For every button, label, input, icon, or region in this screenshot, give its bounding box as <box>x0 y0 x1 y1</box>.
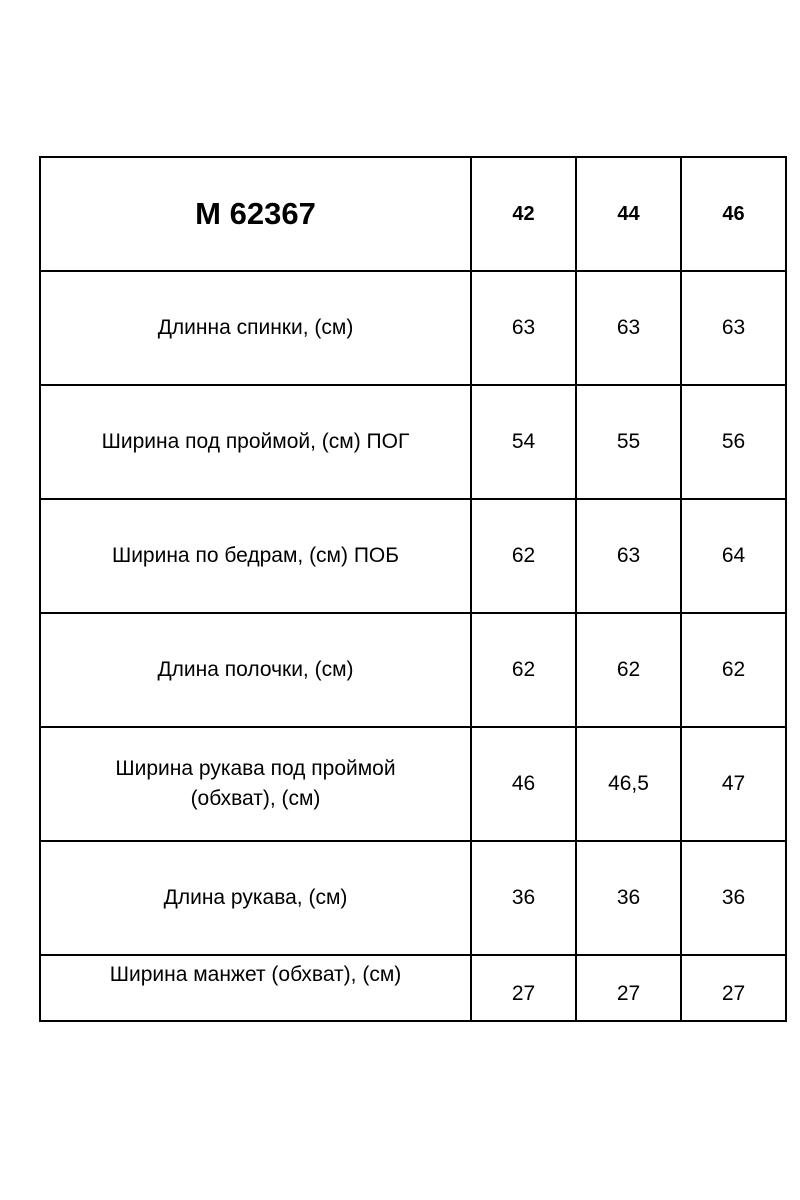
size-header-46: 46 <box>681 157 786 271</box>
value-cell: 64 <box>681 499 786 613</box>
row-label: Ширина под проймой, (см) ПОГ <box>40 385 471 499</box>
size-header-42: 42 <box>471 157 576 271</box>
model-number: М 62367 <box>40 157 471 271</box>
row-label <box>40 727 471 841</box>
table-row <box>40 271 786 385</box>
value-cell: 55 <box>576 385 681 499</box>
header-row <box>40 157 786 271</box>
value-cell: 36 <box>576 841 681 955</box>
table-row <box>40 841 786 955</box>
value-cell: 46 <box>471 727 576 841</box>
table-row <box>40 385 786 499</box>
table-row <box>40 727 786 841</box>
row-label: Длина полочки, (см) <box>40 613 471 727</box>
value-cell: 62 <box>681 613 786 727</box>
value-cell: 56 <box>681 385 786 499</box>
value-cell: 63 <box>681 271 786 385</box>
table-row <box>40 955 786 1021</box>
value-cell: 63 <box>471 271 576 385</box>
value-cell: 27 <box>471 955 576 1021</box>
value-cell: 47 <box>681 727 786 841</box>
value-cell: 46,5 <box>576 727 681 841</box>
row-label: Ширина манжет (обхват), (см) <box>40 955 471 1021</box>
value-cell: 27 <box>681 955 786 1021</box>
table-row <box>40 613 786 727</box>
value-cell: 63 <box>576 271 681 385</box>
value-cell: 63 <box>576 499 681 613</box>
table-row <box>40 499 786 613</box>
value-cell: 54 <box>471 385 576 499</box>
value-cell: 62 <box>471 499 576 613</box>
value-cell: 62 <box>471 613 576 727</box>
row-label-line: (обхват), (см) <box>190 787 321 810</box>
row-label: Длина рукава, (см) <box>40 841 471 955</box>
value-cell: 36 <box>471 841 576 955</box>
size-chart-table <box>39 156 787 1022</box>
value-cell: 36 <box>681 841 786 955</box>
size-header-44: 44 <box>576 157 681 271</box>
row-label-line: Ширина рукава под проймой <box>115 757 396 780</box>
row-label: Ширина по бедрам, (см) ПОБ <box>40 499 471 613</box>
row-label: Длинна спинки, (см) <box>40 271 471 385</box>
value-cell: 27 <box>576 955 681 1021</box>
value-cell: 62 <box>576 613 681 727</box>
